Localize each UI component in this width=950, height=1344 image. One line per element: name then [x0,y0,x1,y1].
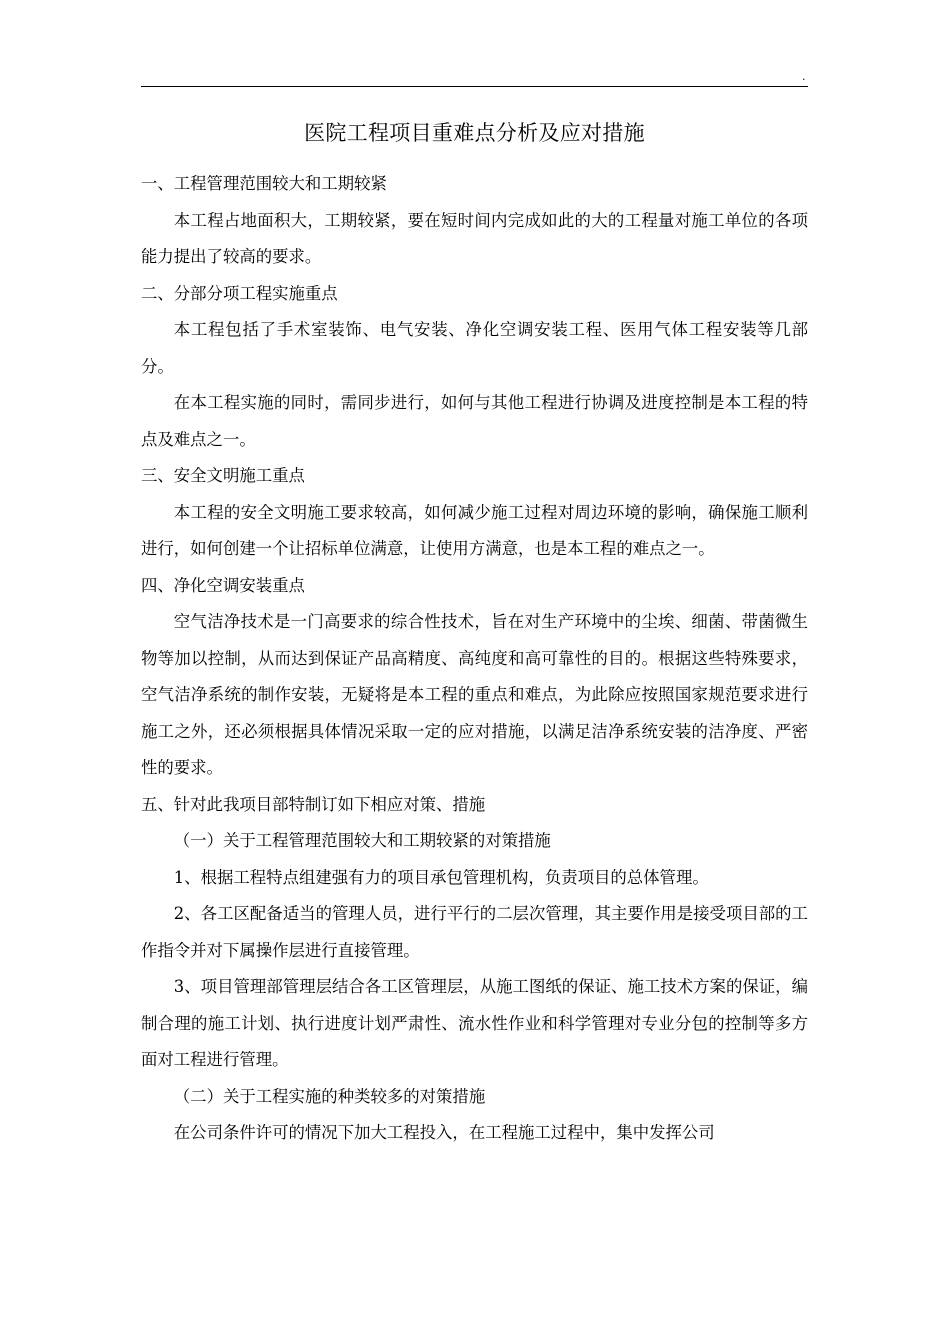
section-heading-3: 三、安全文明施工重点 [141,466,305,485]
paragraph-5: 空气洁净技术是一门高要求的综合性技术，旨在对生产环境中的尘埃、细菌、带菌微生物等加以控制，从而达到保证产品高精度、高纯度和高可靠性的目的。根据这些特殊要求，空气洁净系统的制作安装，无疑将是本工程的重点和难点，为此除应按照国家规范要求进行施工之外，还必须根据具体情况采取一定的应对措施，以满足洁净系统安装的洁净度、严密性的要求。 [141,612,808,777]
subsection-heading-2: （二）关于工程实施的种类较多的对策措施 [173,1086,486,1106]
document-body [141,166,808,1152]
paragraph-4: 本工程的安全文明施工要求较高，如何减少施工过程对周边环境的影响，确保施工顺利进行，如何创建一个让招标单位满意，让使用方满意，也是本工程的难点之一。 [141,502,808,558]
paragraph-6: 在公司条件许可的情况下加大工程投入，在工程施工过程中，集中发挥公司 [173,1123,715,1142]
section-heading-1: 一、工程管理范围较大和工期较紧 [141,174,387,193]
paragraph-1: 本工程占地面积大，工期较紧，要在短时间内完成如此的大的工程量对施工单位的各项能力提出了较高的要求。 [141,210,808,266]
paragraph-3: 在本工程实施的同时，需同步进行，如何与其他工程进行协调及进度控制是本工程的特点及难点之一。 [141,393,808,449]
section-heading-4: 四、净化空调安装重点 [141,575,305,595]
section-heading-2: 二、分部分项工程实施重点 [141,283,338,303]
list-item-1: 1、根据工程特点组建强有力的项目承包管理机构，负责项目的总体管理。 [173,867,709,887]
header-rule [141,86,808,87]
list-item-2: 2、各工区配备适当的管理人员，进行平行的二层次管理，其主要作用是接受项目部的工作指令并对下属操作层进行直接管理。 [141,904,808,960]
header-mark: . [802,70,806,83]
paragraph-2: 本工程包括了手术室装饰、电气安装、净化空调安装工程、医用气体工程安装等几部分。 [141,320,808,376]
subsection-heading-1: （一）关于工程管理范围较大和工期较紧的对策措施 [173,831,551,850]
document-title: 医院工程项目重难点分析及应对措施 [304,121,645,145]
section-heading-5: 五、针对此我项目部特制订如下相应对策、措施 [141,794,486,814]
list-item-3: 3、项目管理部管理层结合各工区管理层，从施工图纸的保证、施工技术方案的保证，编制合理的施工计划、执行进度计划严肃性、流水性作业和科学管理对专业分包的控制等多方面对工程进行管理。 [141,977,808,1069]
